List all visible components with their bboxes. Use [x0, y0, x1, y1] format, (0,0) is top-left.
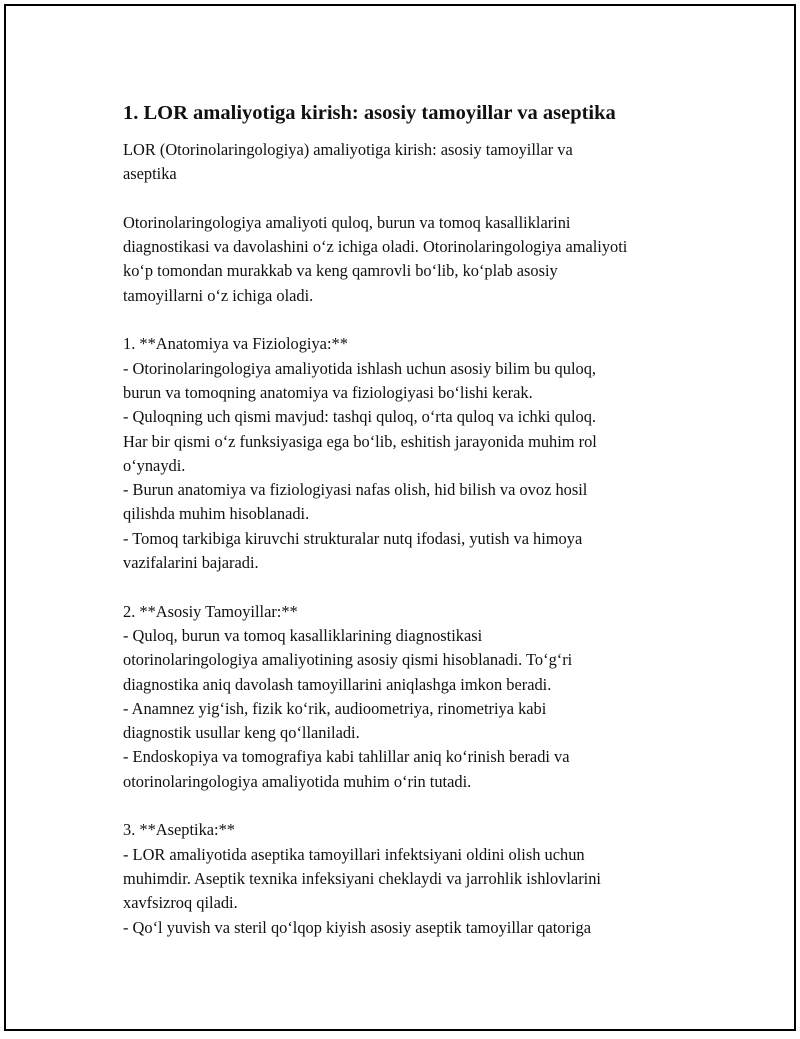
document-title: 1. LOR amaliyotiga kirish: asosiy tamoyillar va aseptika: [123, 102, 616, 124]
document-subtitle: LOR (Otorinolaringologiya) amaliyotiga kirish: asosiy tamoyillar va aseptika: [123, 140, 573, 184]
paragraph-spacer: [123, 187, 703, 211]
section-anatomy: 1. **Anatomiya va Fiziologiya:** - Otorinolaringologiya amaliyotida ishlash uchun asosiy bilim bu quloq, burun va tomoqning anatomiya va fiziologiyasi bo‘lishi kerak. - Quloqning uch qismi mavjud: tashqi quloq, o‘rta quloq va ichki quloq. Har bir qismi o‘z funksiyasiga ega bo‘lib, eshitish jarayonida muhim rol o‘ynaydi. - Burun anatomiya va fiziologiyasi nafas olish, hid bilish va ovoz hosil qilishda muhim hisoblanadi. - Tomoq tarkibiga kiruvchi strukturalar nutq ifodasi, yutish va himoya vazifalarini bajaradi.: [123, 334, 597, 573]
intro-paragraph: Otorinolaringologiya amaliyoti quloq, burun va tomoq kasalliklarini diagnostikasi va davolashini o‘z ichiga oladi. Otorinolaringologiya amaliyoti ko‘p tomondan murakkab va keng qamrovli bo‘lib, ko‘plab asosiy tamoyillarni o‘z ichiga oladi.: [123, 212, 628, 305]
paragraph-spacer: [123, 575, 703, 599]
paragraph-spacer: [123, 794, 703, 818]
section-aseptics: 3. **Aseptika:** - LOR amaliyotida aseptika tamoyillari infektsiyani oldini olish uchun muhimdir. Aseptik texnika infeksiyani cheklaydi va jarrohlik ishlovlarini xavfsizroq qiladi. - Qo‘l yuvish va steril qo‘lqop kiyish asosiy aseptik tamoyillar qatoriga: [123, 820, 601, 937]
paragraph-spacer: [123, 308, 703, 332]
document-body: [123, 100, 703, 940]
document-page: [4, 4, 796, 1031]
section-principles: 2. **Asosiy Tamoyillar:** - Quloq, burun va tomoq kasalliklarining diagnostikasi otorinolaringologiya amaliyotining asosiy qismi hisoblanadi. To‘g‘ri diagnostika aniq davolash tamoyillarini aniqlashga imkon beradi. - Anamnez yig‘ish, fizik ko‘rik, audioometriya, rinometriya kabi diagnostik usullar keng qo‘llaniladi. - Endoskopiya va tomografiya kabi tahlillar aniq ko‘rinish beradi va otorinolaringologiya amaliyotida muhim o‘rin tutadi.: [123, 601, 573, 791]
